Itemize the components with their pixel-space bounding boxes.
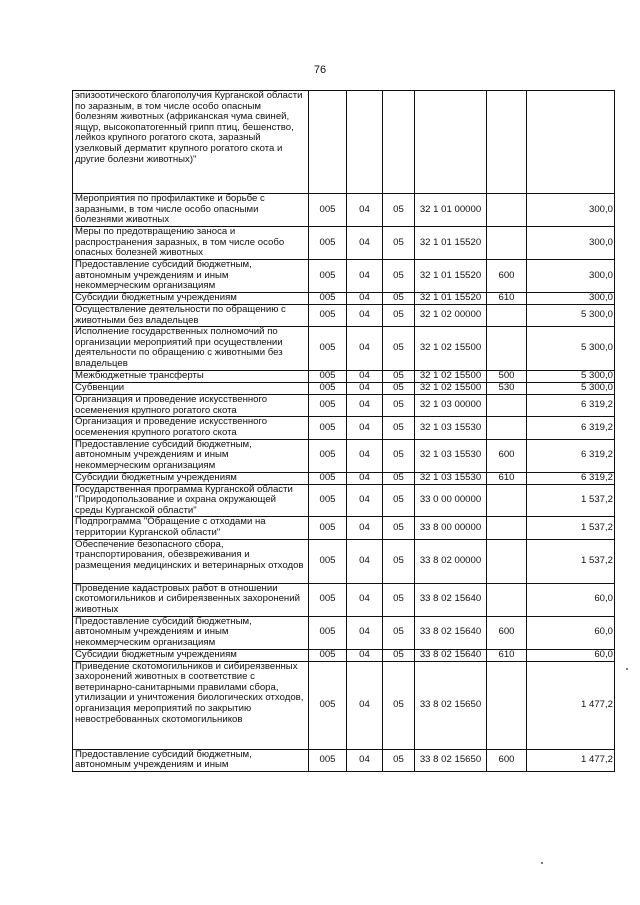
row-description: Организация и проведение искусственного осеменения крупного рогатого скота xyxy=(73,417,309,439)
table-body xyxy=(73,91,615,772)
row-description: Обеспечение безопасного сбора, транспортирования, обезвреживания и размещения медицинских и ветеринарных отходов xyxy=(73,539,309,583)
row-description: Организация и проведение искусственного осеменения крупного рогатого скота xyxy=(73,395,309,417)
ministry-code: 005 xyxy=(309,517,347,539)
ministry-code: 005 xyxy=(309,583,347,616)
target-article-code: 32 1 02 15500 xyxy=(415,327,487,371)
section-code: 04 xyxy=(347,227,383,260)
expense-type-code: 610 xyxy=(487,293,527,305)
expense-type-code: 610 xyxy=(487,649,527,661)
expense-type-code xyxy=(487,91,527,194)
row-description: Предоставление субсидий бюджетным, автономным учреждениям и иным некоммерческим организациям xyxy=(73,439,309,472)
section-code: 04 xyxy=(347,517,383,539)
target-article-code: 33 8 02 15650 xyxy=(415,661,487,749)
table-row xyxy=(73,749,615,771)
row-description: Осуществление деятельности по обращению с животными без владельцев xyxy=(73,305,309,327)
amount-value: 300,0 xyxy=(527,194,615,227)
subsection-code: 05 xyxy=(383,517,415,539)
subsection-code: 05 xyxy=(383,194,415,227)
subsection-code: 05 xyxy=(383,371,415,383)
subsection-code: 05 xyxy=(383,539,415,583)
row-description: Субсидии бюджетным учреждениям xyxy=(73,293,309,305)
table-row xyxy=(73,91,615,194)
section-code: 04 xyxy=(347,583,383,616)
amount-value: 1 477,2 xyxy=(527,661,615,749)
subsection-code: 05 xyxy=(383,227,415,260)
subsection-code: 05 xyxy=(383,439,415,472)
expense-type-code xyxy=(487,194,527,227)
row-description: Субвенции xyxy=(73,383,309,395)
subsection-code: 05 xyxy=(383,661,415,749)
target-article-code xyxy=(415,91,487,194)
row-description: Государственная программа Курганской области "Природопользование и охрана окружающей среды Курганской области" xyxy=(73,484,309,517)
amount-value: 5 300,0 xyxy=(527,383,615,395)
subsection-code: 05 xyxy=(383,649,415,661)
expense-type-code xyxy=(487,417,527,439)
subsection-code: 05 xyxy=(383,395,415,417)
amount-value: 5 300,0 xyxy=(527,327,615,371)
ministry-code: 005 xyxy=(309,371,347,383)
subsection-code: 05 xyxy=(383,616,415,649)
ministry-code: 005 xyxy=(309,194,347,227)
target-article-code: 32 1 01 00000 xyxy=(415,194,487,227)
amount-value: 60,0 xyxy=(527,583,615,616)
subsection-code: 05 xyxy=(383,472,415,484)
amount-value: 1 537,2 xyxy=(527,484,615,517)
expense-type-code xyxy=(487,517,527,539)
target-article-code: 33 8 02 15640 xyxy=(415,616,487,649)
table-row xyxy=(73,472,615,484)
row-description: Предоставление субсидий бюджетным, автономным учреждениям и иным некоммерческим организациям xyxy=(73,616,309,649)
target-article-code: 32 1 03 15530 xyxy=(415,417,487,439)
section-code: 04 xyxy=(347,661,383,749)
row-description: эпизоотического благополучия Курганской области по заразным, в том числе особо опасным болезням животных (африканская чума свиней, ящур, высокопатогенный грипп птиц, бешенство, лейкоз крупного рогатого скота, заразный узелковый дерматит крупного рогатого скота и другие болезни животных)" xyxy=(73,91,309,194)
section-code xyxy=(347,91,383,194)
row-description: Предоставление субсидий бюджетным, автономным учреждениям и иным некоммерческим организациям xyxy=(73,260,309,293)
subsection-code: 05 xyxy=(383,417,415,439)
section-code: 04 xyxy=(347,539,383,583)
subsection-code: 05 xyxy=(383,305,415,327)
row-description: Подпрограмма "Обращение с отходами на территории Курганской области" xyxy=(73,517,309,539)
ministry-code xyxy=(309,91,347,194)
row-description: Субсидии бюджетным учреждениям xyxy=(73,472,309,484)
ministry-code: 005 xyxy=(309,649,347,661)
table-row xyxy=(73,293,615,305)
table-row xyxy=(73,439,615,472)
amount-value: 300,0 xyxy=(527,293,615,305)
table-row xyxy=(73,649,615,661)
target-article-code: 33 8 02 00000 xyxy=(415,539,487,583)
target-article-code: 33 8 02 15650 xyxy=(415,749,487,771)
target-article-code: 32 1 02 00000 xyxy=(415,305,487,327)
expense-type-code xyxy=(487,539,527,583)
amount-value: 5 300,0 xyxy=(527,371,615,383)
amount-value: 6 319,2 xyxy=(527,417,615,439)
expense-type-code xyxy=(487,583,527,616)
section-code: 04 xyxy=(347,371,383,383)
page-number: 76 xyxy=(313,64,327,76)
subsection-code: 05 xyxy=(383,749,415,771)
ministry-code: 005 xyxy=(309,383,347,395)
ministry-code: 005 xyxy=(309,439,347,472)
section-code: 04 xyxy=(347,327,383,371)
expense-type-code: 600 xyxy=(487,749,527,771)
table-row xyxy=(73,484,615,517)
expense-type-code xyxy=(487,395,527,417)
ministry-code: 005 xyxy=(309,616,347,649)
expense-type-code xyxy=(487,661,527,749)
section-code: 04 xyxy=(347,305,383,327)
row-description: Мероприятия по профилактике и борьбе с заразными, в том числе особо опасными болезнями животных xyxy=(73,194,309,227)
row-description: Проведение кадастровых работ в отношении скотомогильников и сибиреязвенных захоронений животных xyxy=(73,583,309,616)
subsection-code xyxy=(383,91,415,194)
table-row xyxy=(73,661,615,749)
amount-value: 300,0 xyxy=(527,227,615,260)
amount-value: 1 477,2 xyxy=(527,749,615,771)
ministry-code: 005 xyxy=(309,484,347,517)
target-article-code: 33 0 00 00000 xyxy=(415,484,487,517)
scan-speck xyxy=(541,862,543,864)
row-description: Меры по предотвращению заноса и распространения заразных, в том числе особо опасных болезней животных xyxy=(73,227,309,260)
target-article-code: 32 1 01 15520 xyxy=(415,260,487,293)
subsection-code: 05 xyxy=(383,260,415,293)
table-row xyxy=(73,539,615,583)
expense-type-code: 610 xyxy=(487,472,527,484)
scan-speck xyxy=(626,668,628,670)
expense-type-code: 530 xyxy=(487,383,527,395)
subsection-code: 05 xyxy=(383,383,415,395)
target-article-code: 33 8 00 00000 xyxy=(415,517,487,539)
ministry-code: 005 xyxy=(309,327,347,371)
section-code: 04 xyxy=(347,293,383,305)
subsection-code: 05 xyxy=(383,484,415,517)
expense-type-code: 500 xyxy=(487,371,527,383)
section-code: 04 xyxy=(347,749,383,771)
subsection-code: 05 xyxy=(383,293,415,305)
ministry-code: 005 xyxy=(309,749,347,771)
ministry-code: 005 xyxy=(309,539,347,583)
ministry-code: 005 xyxy=(309,293,347,305)
target-article-code: 32 1 01 15520 xyxy=(415,227,487,260)
amount-value: 6 319,2 xyxy=(527,395,615,417)
table-row xyxy=(73,517,615,539)
subsection-code: 05 xyxy=(383,583,415,616)
table-row xyxy=(73,305,615,327)
section-code: 04 xyxy=(347,194,383,227)
ministry-code: 005 xyxy=(309,395,347,417)
section-code: 04 xyxy=(347,260,383,293)
amount-value: 60,0 xyxy=(527,616,615,649)
expense-type-code xyxy=(487,305,527,327)
section-code: 04 xyxy=(347,649,383,661)
ministry-code: 005 xyxy=(309,417,347,439)
ministry-code: 005 xyxy=(309,227,347,260)
row-description: Субсидии бюджетным учреждениям xyxy=(73,649,309,661)
ministry-code: 005 xyxy=(309,260,347,293)
section-code: 04 xyxy=(347,417,383,439)
ministry-code: 005 xyxy=(309,305,347,327)
table-row xyxy=(73,227,615,260)
amount-value: 5 300,0 xyxy=(527,305,615,327)
expense-type-code xyxy=(487,227,527,260)
row-description: Межбюджетные трансферты xyxy=(73,371,309,383)
section-code: 04 xyxy=(347,439,383,472)
expense-type-code xyxy=(487,327,527,371)
expense-type-code xyxy=(487,484,527,517)
target-article-code: 33 8 02 15640 xyxy=(415,649,487,661)
table-row xyxy=(73,395,615,417)
subsection-code: 05 xyxy=(383,327,415,371)
target-article-code: 32 1 03 00000 xyxy=(415,395,487,417)
amount-value xyxy=(527,91,615,194)
table-row xyxy=(73,616,615,649)
table-row xyxy=(73,383,615,395)
ministry-code: 005 xyxy=(309,661,347,749)
table-row xyxy=(73,327,615,371)
amount-value: 1 537,2 xyxy=(527,539,615,583)
table-row xyxy=(73,371,615,383)
table-row xyxy=(73,417,615,439)
expense-type-code: 600 xyxy=(487,260,527,293)
section-code: 04 xyxy=(347,383,383,395)
budget-table xyxy=(72,90,615,772)
target-article-code: 32 1 01 15520 xyxy=(415,293,487,305)
table-row xyxy=(73,194,615,227)
section-code: 04 xyxy=(347,484,383,517)
amount-value: 1 537,2 xyxy=(527,517,615,539)
table-row xyxy=(73,260,615,293)
section-code: 04 xyxy=(347,395,383,417)
ministry-code: 005 xyxy=(309,472,347,484)
target-article-code: 32 1 02 15500 xyxy=(415,371,487,383)
amount-value: 300,0 xyxy=(527,260,615,293)
row-description: Исполнение государственных полномочий по организации мероприятий при осуществлении деятельности по обращению с животными без владельцев xyxy=(73,327,309,371)
amount-value: 6 319,2 xyxy=(527,472,615,484)
amount-value: 6 319,2 xyxy=(527,439,615,472)
expense-type-code: 600 xyxy=(487,439,527,472)
expense-type-code: 600 xyxy=(487,616,527,649)
section-code: 04 xyxy=(347,616,383,649)
target-article-code: 33 8 02 15640 xyxy=(415,583,487,616)
row-description: Предоставление субсидий бюджетным, автономным учреждениям и иным xyxy=(73,749,309,771)
row-description: Приведение скотомогильников и сибиреязвенных захоронений животных в соответствие с ветеринарно-санитарными правилами сбора, утилизации и уничтожения биологических отходов, организация мероприятий по закрытию невостребованных скотомогильников xyxy=(73,661,309,749)
amount-value: 60,0 xyxy=(527,649,615,661)
target-article-code: 32 1 03 15530 xyxy=(415,472,487,484)
section-code: 04 xyxy=(347,472,383,484)
target-article-code: 32 1 02 15500 xyxy=(415,383,487,395)
target-article-code: 32 1 03 15530 xyxy=(415,439,487,472)
table-row xyxy=(73,583,615,616)
